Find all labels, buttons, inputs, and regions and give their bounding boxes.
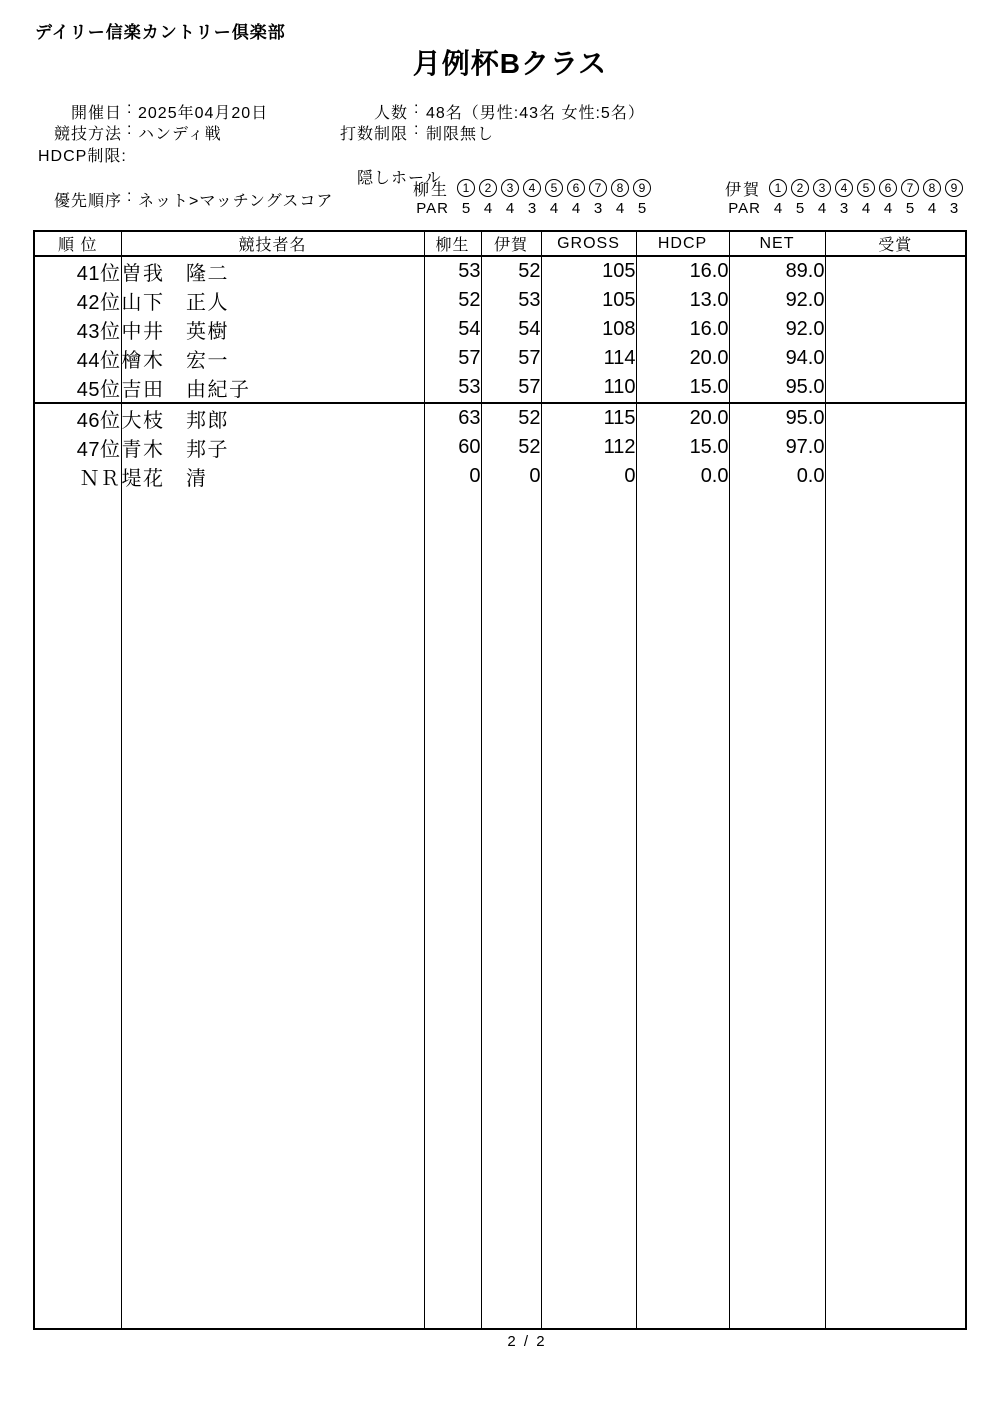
stroke-limit-label: 打数制限 xyxy=(339,126,408,143)
yagyu-score-cell: 53 xyxy=(424,256,481,286)
iga-score-cell: 0 xyxy=(481,462,541,491)
hole-number-circle: 5 xyxy=(857,179,875,197)
hole-number-circle: 7 xyxy=(901,179,919,197)
net-cell: 92.0 xyxy=(729,286,825,315)
method-label: 競技方法 xyxy=(53,126,122,143)
hdcp-cell: 16.0 xyxy=(636,315,729,344)
header-award: 受賞 xyxy=(825,231,966,256)
table-row xyxy=(34,286,966,315)
hole-number-circle: 9 xyxy=(633,179,651,197)
award-cell xyxy=(825,433,966,462)
name-cell: 堤花 清 xyxy=(121,462,424,491)
hidden-holes-title: 隠しホール xyxy=(357,170,442,187)
hole-number-circle: 8 xyxy=(611,179,629,197)
hole-number-circle: 7 xyxy=(589,179,607,197)
rank-cell: 46位 xyxy=(34,403,121,433)
method-value: ハンディ戦 xyxy=(138,126,222,143)
iga-score-cell: 52 xyxy=(481,433,541,462)
table-row xyxy=(34,256,966,286)
table-row xyxy=(34,315,966,344)
course-name: 柳生 xyxy=(413,181,450,199)
par-value: 5 xyxy=(461,200,471,217)
gross-cell: 115 xyxy=(541,403,636,433)
hole-number-circle: 4 xyxy=(835,179,853,197)
hole-number-circle: 4 xyxy=(523,179,541,197)
par-value: 5 xyxy=(637,200,647,217)
results-table-container xyxy=(33,230,967,1330)
results-table xyxy=(33,230,967,1330)
name-cell: 曽我 隆二 xyxy=(121,256,424,286)
iga-score-cell: 54 xyxy=(481,315,541,344)
yagyu-score-cell: 63 xyxy=(424,403,481,433)
rank-cell: ＮＲ xyxy=(34,462,121,491)
yagyu-score-cell: 54 xyxy=(424,315,481,344)
gross-cell: 108 xyxy=(541,315,636,344)
award-cell xyxy=(825,256,966,286)
par-row xyxy=(413,199,658,218)
net-cell: 95.0 xyxy=(729,403,825,433)
net-cell: 92.0 xyxy=(729,315,825,344)
rank-cell: 44位 xyxy=(34,344,121,373)
award-cell xyxy=(825,462,966,491)
par-value: 4 xyxy=(615,200,625,217)
hole-number-circle: 1 xyxy=(769,179,787,197)
rank-cell: 47位 xyxy=(34,433,121,462)
yagyu-score-cell: 0 xyxy=(424,462,481,491)
hdcp-cell: 0.0 xyxy=(636,462,729,491)
header-hdcp: HDCP xyxy=(636,231,729,256)
page-title: 月例杯Bクラス xyxy=(412,48,608,79)
table-row xyxy=(34,433,966,462)
hole-number-circle: 9 xyxy=(945,179,963,197)
priority-colon: : xyxy=(127,188,133,205)
award-cell xyxy=(825,315,966,344)
yagyu-score-cell: 60 xyxy=(424,433,481,462)
iga-score-cell: 53 xyxy=(481,286,541,315)
hdcp-cell: 13.0 xyxy=(636,286,729,315)
hole-number-circle: 3 xyxy=(813,179,831,197)
gross-cell: 112 xyxy=(541,433,636,462)
gross-cell: 114 xyxy=(541,344,636,373)
name-cell: 青木 邦子 xyxy=(121,433,424,462)
stroke-limit-value: 制限無し xyxy=(426,126,495,143)
hole-number-circle: 3 xyxy=(501,179,519,197)
table-header-row xyxy=(34,231,966,256)
par-value: 3 xyxy=(839,200,849,217)
hole-number-circle: 8 xyxy=(923,179,941,197)
table-empty-area xyxy=(34,491,966,1329)
par-row xyxy=(725,199,970,218)
net-cell: 97.0 xyxy=(729,433,825,462)
hole-number-circle: 5 xyxy=(545,179,563,197)
name-cell: 山下 正人 xyxy=(121,286,424,315)
name-cell: 中井 英樹 xyxy=(121,315,424,344)
yagyu-score-cell: 53 xyxy=(424,373,481,403)
par-value: 4 xyxy=(571,200,581,217)
hdcp-limit-label: HDCP制限: xyxy=(38,148,127,165)
header-competitor-name: 競技者名 xyxy=(121,231,424,256)
yagyu-score-cell: 52 xyxy=(424,286,481,315)
iga-score-cell: 57 xyxy=(481,344,541,373)
hole-number-row xyxy=(725,177,970,199)
name-cell: 檜木 宏一 xyxy=(121,344,424,373)
award-cell xyxy=(825,286,966,315)
rank-cell: 45位 xyxy=(34,373,121,403)
hdcp-cell: 20.0 xyxy=(636,344,729,373)
name-cell: 大枝 邦郎 xyxy=(121,403,424,433)
iga-score-cell: 52 xyxy=(481,256,541,286)
table-row xyxy=(34,403,966,433)
stroke-limit-colon: : xyxy=(414,121,420,138)
priority-label: 優先順序 xyxy=(53,193,122,210)
hole-number-circle: 2 xyxy=(791,179,809,197)
par-value: 3 xyxy=(593,200,603,217)
hole-number-circle: 6 xyxy=(567,179,585,197)
par-value: 4 xyxy=(883,200,893,217)
hdcp-cell: 15.0 xyxy=(636,373,729,403)
method-colon: : xyxy=(127,121,133,138)
par-value: 4 xyxy=(505,200,515,217)
hdcp-cell: 20.0 xyxy=(636,403,729,433)
hidden-holes-course-iga xyxy=(725,177,970,218)
header-net: NET xyxy=(729,231,825,256)
header-iga: 伊賀 xyxy=(481,231,541,256)
table-row xyxy=(34,344,966,373)
award-cell xyxy=(825,403,966,433)
gross-cell: 105 xyxy=(541,256,636,286)
hole-number-row xyxy=(413,177,658,199)
table-row xyxy=(34,462,966,491)
par-value: 5 xyxy=(795,200,805,217)
table-row xyxy=(34,373,966,403)
gross-cell: 0 xyxy=(541,462,636,491)
header-gross: GROSS xyxy=(541,231,636,256)
hdcp-cell: 15.0 xyxy=(636,433,729,462)
yagyu-score-cell: 57 xyxy=(424,344,481,373)
net-cell: 95.0 xyxy=(729,373,825,403)
header-yagyu: 柳生 xyxy=(424,231,481,256)
par-label: PAR xyxy=(728,200,761,217)
iga-score-cell: 57 xyxy=(481,373,541,403)
rank-cell: 41位 xyxy=(34,256,121,286)
course-name: 伊賀 xyxy=(725,181,762,199)
date-value: 2025年04月20日 xyxy=(138,105,269,122)
club-name: デイリー信楽カントリー倶楽部 xyxy=(35,23,286,42)
award-cell xyxy=(825,373,966,403)
name-cell: 吉田 由紀子 xyxy=(121,373,424,403)
date-label: 開催日 xyxy=(70,105,122,122)
gross-cell: 105 xyxy=(541,286,636,315)
hole-number-circle: 2 xyxy=(479,179,497,197)
date-colon: : xyxy=(127,100,133,117)
par-value: 5 xyxy=(905,200,915,217)
page-number: 2 / 2 xyxy=(507,1333,547,1350)
par-value: 3 xyxy=(949,200,959,217)
net-cell: 94.0 xyxy=(729,344,825,373)
hole-number-circle: 6 xyxy=(879,179,897,197)
hdcp-cell: 16.0 xyxy=(636,256,729,286)
par-value: 4 xyxy=(927,200,937,217)
net-cell: 89.0 xyxy=(729,256,825,286)
participants-label: 人数 xyxy=(373,105,408,122)
rank-cell: 42位 xyxy=(34,286,121,315)
par-value: 4 xyxy=(483,200,493,217)
header-rank: 順 位 xyxy=(34,231,121,256)
rank-cell: 43位 xyxy=(34,315,121,344)
hidden-holes-course-yagyu xyxy=(413,177,658,218)
priority-value: ネット>マッチングスコア xyxy=(138,193,334,210)
net-cell: 0.0 xyxy=(729,462,825,491)
par-value: 3 xyxy=(527,200,537,217)
par-value: 4 xyxy=(549,200,559,217)
par-value: 4 xyxy=(773,200,783,217)
hole-number-circle: 1 xyxy=(457,179,475,197)
participants-value: 48名（男性:43名 女性:5名） xyxy=(426,105,645,122)
award-cell xyxy=(825,344,966,373)
gross-cell: 110 xyxy=(541,373,636,403)
iga-score-cell: 52 xyxy=(481,403,541,433)
participants-colon: : xyxy=(414,100,420,117)
par-value: 4 xyxy=(861,200,871,217)
par-label: PAR xyxy=(416,200,449,217)
par-value: 4 xyxy=(817,200,827,217)
